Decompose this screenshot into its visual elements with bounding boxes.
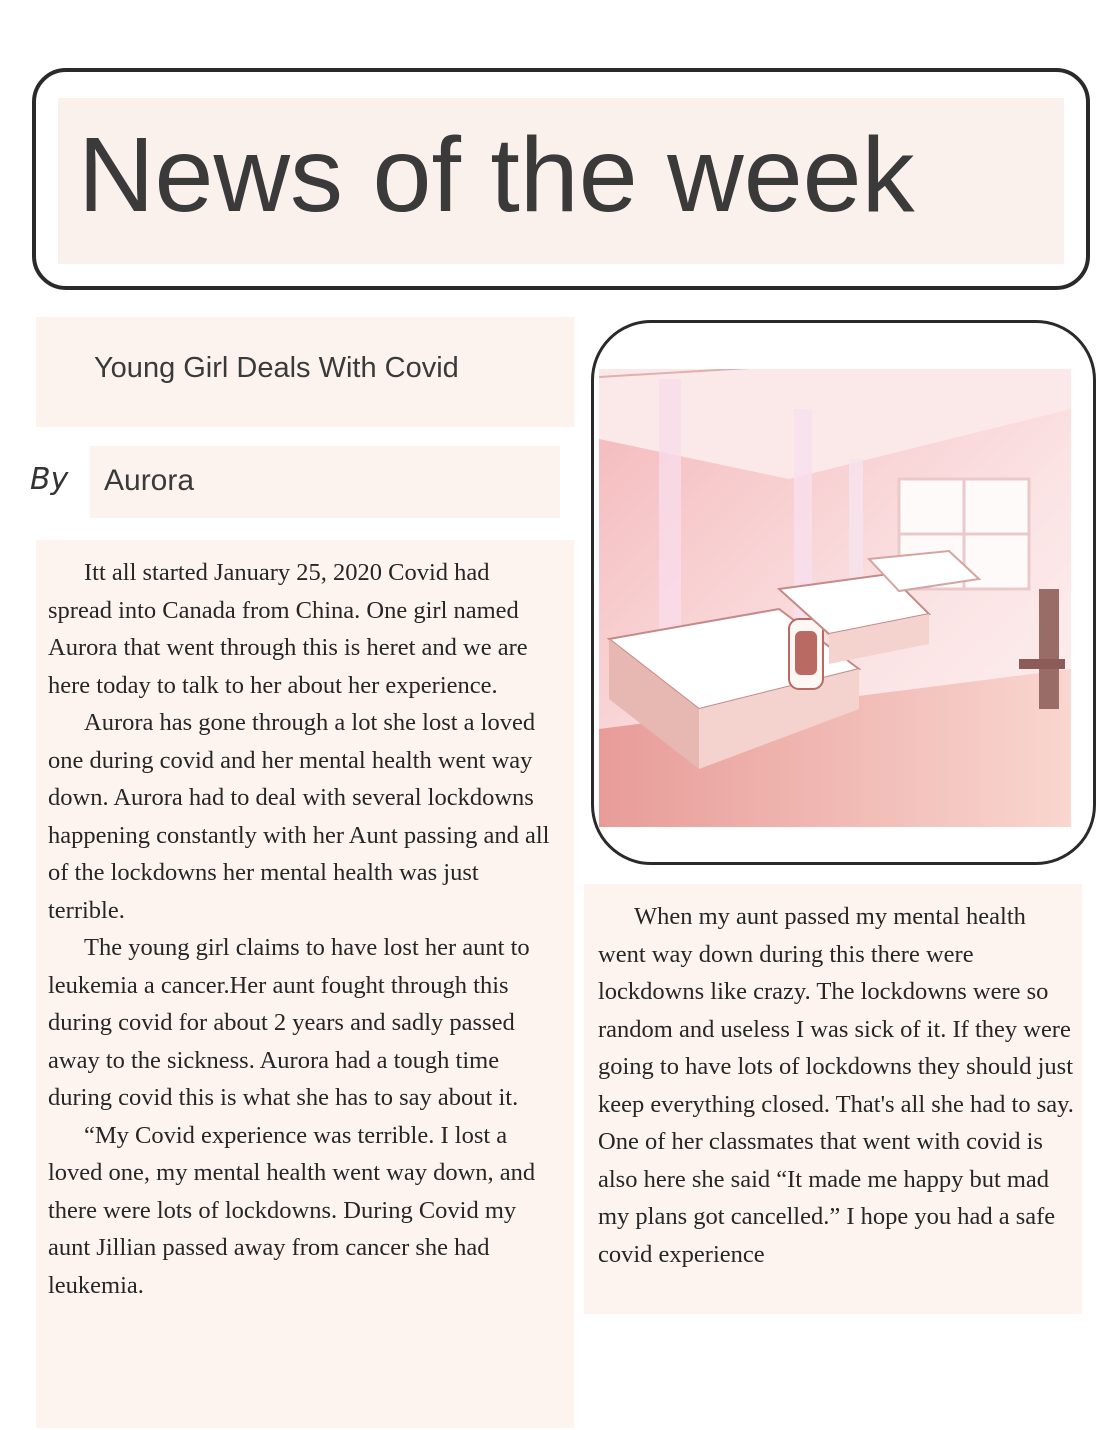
photo-frame bbox=[591, 320, 1096, 865]
author-name: Aurora bbox=[104, 464, 195, 497]
article-body-left bbox=[36, 540, 574, 1428]
paragraph: When my aunt passed my mental health went way down during this there were lockdowns like crazy. The lockdowns were so random and useless I was sick of it. If they were going to have lots of lockdowns they should just keep everything closed. That's all she had to say. One of her classmates that went with covid is also here she said “It made me happy but mad my plans got cancelled.” I hope you had a safe covid experience bbox=[598, 903, 1074, 1268]
byline-handwritten: By bbox=[30, 462, 69, 497]
right-column-text bbox=[598, 898, 1076, 1273]
headline-box bbox=[36, 317, 574, 427]
left-column-text bbox=[48, 554, 558, 1304]
article-body-right bbox=[584, 884, 1082, 1314]
newspaper-title: News of the week bbox=[78, 116, 915, 234]
article-headline: Young Girl Deals With Covid bbox=[94, 352, 459, 384]
paragraph: Itt all started January 25, 2020 Covid had spread into Canada from China. One girl named Aurora that went through this is heret and we are here today to talk to her about her experience. bbox=[48, 559, 528, 699]
masthead bbox=[32, 68, 1090, 290]
paragraph: “My Covid experience was terrible. I lost a loved one, my mental health went way down, and there were lots of lockdowns. During Covid my aunt Jillian passed away from cancer she had leukemia. bbox=[48, 1121, 536, 1299]
paragraph: The young girl claims to have lost her aunt to leukemia a cancer.Her aunt fought through this during covid for about 2 years and sadly passed away to the sickness. Aurora had a tough time during covid this is what she has to say about it. bbox=[48, 934, 530, 1111]
author-box bbox=[90, 446, 560, 518]
hospital-room-photo bbox=[599, 369, 1071, 827]
paragraph: Aurora has gone through a lot she lost a loved one during covid and her mental health went way down. Aurora had to deal with several lockdowns happening constantly with her Aunt passing and all of the lockdowns her mental health was just terrible. bbox=[48, 709, 550, 924]
